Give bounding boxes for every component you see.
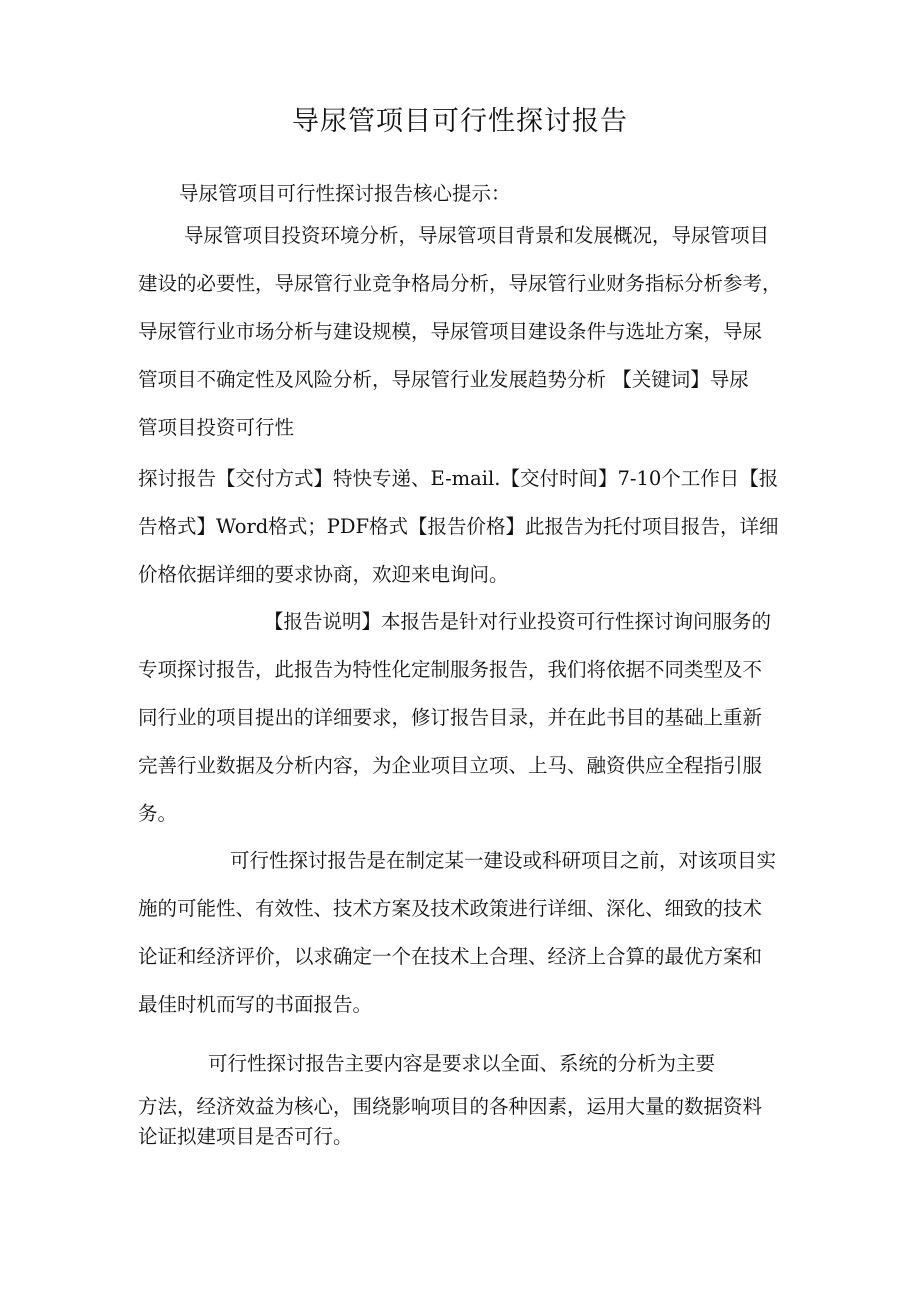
paragraph-line: 同行业的项目提出的详细要求，修订报告目录，并在此书目的基础上重新: [138, 706, 763, 729]
document-title: 导尿管项目可行性探讨报告: [292, 106, 628, 137]
hint-heading-text: 导尿管项目可行性探讨报告核心提示：: [179, 182, 511, 205]
paragraph-line: 探讨报告【交付方式】特快专递、E-mail.【交付时间】7-10个工作日【报: [138, 467, 779, 490]
paragraph-line: 管项目投资可行性: [138, 416, 295, 439]
paragraph-line: 可行性探讨报告是在制定某一建设或科研项目之前，对该项目实: [230, 849, 777, 872]
paragraph-line: 务。: [138, 802, 178, 825]
paragraph-line: 告格式】Word格式；PDF格式【报告价格】此报告为托付项目报告，详细: [138, 515, 779, 538]
paragraph-line: 价格依据详细的要求协商，欢迎来电询问。: [138, 563, 509, 586]
paragraph-report-description: [138, 598, 788, 838]
paragraph-line: 完善行业数据及分析内容，为企业项目立项、上马、融资供应全程指引服: [138, 754, 763, 777]
paragraph-method: [138, 1092, 788, 1152]
paragraph-line: 导尿管行业市场分析与建设规模，导尿管项目建设条件与选址方案，导尿: [138, 320, 763, 343]
paragraph-line: 施的可能性、有效性、技术方案及技术政策进行详细、深化、细致的技术: [138, 897, 763, 920]
paragraph-line: 建设的必要性，导尿管行业竞争格局分析，导尿管行业财务指标分析参考，: [138, 272, 782, 295]
paragraph-line: 方法，经济效益为核心，围绕影响项目的各种因素，运用大量的数据资料: [138, 1095, 763, 1118]
paragraph-line: 可行性探讨报告主要内容是要求以全面、系统的分析为主要: [208, 1052, 716, 1075]
paragraph-keywords: [138, 212, 788, 452]
paragraph-delivery: [138, 455, 788, 599]
paragraph-line: 论证拟建项目是否可行。: [138, 1125, 353, 1148]
paragraph-line: 管项目不确定性及风险分析，导尿管行业发展趋势分析 【关键词】导尿: [138, 368, 749, 391]
hint-heading: [138, 170, 829, 218]
paragraph-definition: [138, 837, 788, 1029]
paragraph-line: 【报告说明】本报告是针对行业投资可行性探讨询问服务的: [264, 610, 772, 633]
paragraph-line: 专项探讨报告，此报告为特性化定制服务报告，我们将依据不同类型及不: [138, 658, 763, 681]
paragraph-line: 最佳时机而写的书面报告。: [138, 993, 373, 1016]
paragraph-line: 导尿管项目投资环境分析，导尿管项目背景和发展概况，导尿管项目: [184, 224, 770, 247]
paragraph-line: 论证和经济评价，以求确定一个在技术上合理、经济上合算的最优方案和: [138, 945, 763, 968]
paragraph-main-content: [138, 1040, 788, 1088]
